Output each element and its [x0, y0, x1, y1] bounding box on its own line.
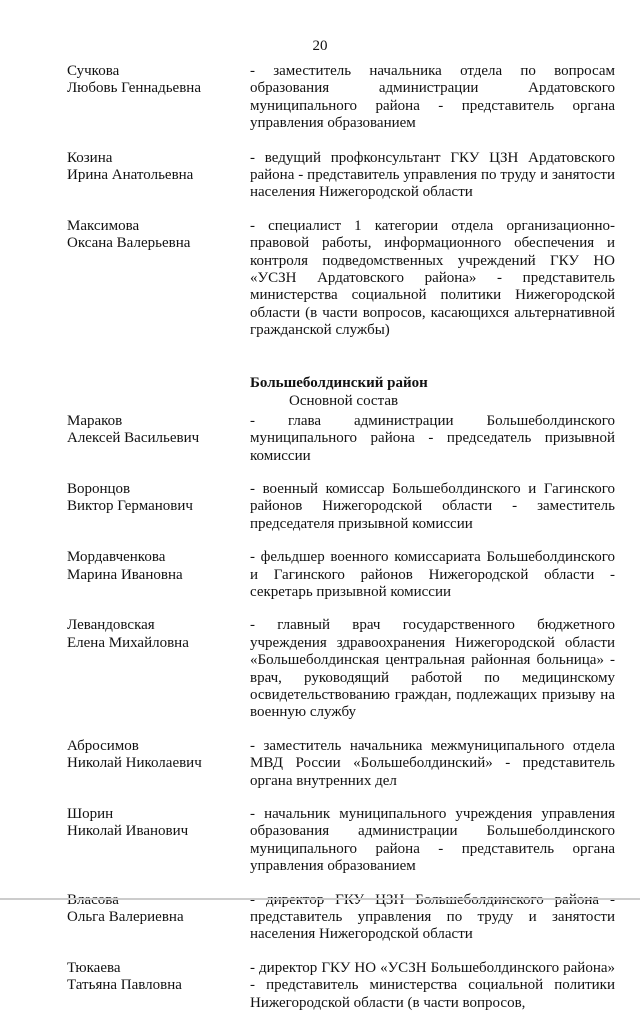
member-role: - главный врач государственного бюджетного учреждения здравоохранения Нижегородской области «Большеболдинская центральная районная больница» - врач, руководящий работой по медицинскому освидетельствованию граждан, подлежащих призыву на военную службу: [250, 617, 615, 721]
member-entry-maksimova: [67, 218, 615, 340]
member-surname: Шорин: [67, 806, 114, 822]
member-entry-abrosimov: [67, 738, 615, 790]
member-given-names: Алексей Васильевич: [67, 430, 200, 447]
member-surname: Тюкаева: [67, 959, 121, 976]
member-name: [67, 738, 250, 790]
member-given-names: Николай Иванович: [67, 823, 189, 840]
member-entry-suchkova: [67, 63, 615, 133]
member-role: - специалист 1 категории отдела организационно-правовой работы, информационного обеспечения и контроля подведомственных учреждений ГКУ НО «УСЗН Ардатовского района» - представитель министерства социальной политики Нижегородской области (в части вопросов, касающихся альтернативной гражданской службы): [250, 217, 615, 339]
member-given-names: Марина Ивановна: [67, 566, 183, 583]
member-name: [67, 617, 250, 721]
member-surname: Максимова: [67, 217, 140, 234]
member-role: - заместитель начальника отдела по вопросам образования администрации Ардатовского муниципального района - представитель органа управления образованием: [250, 63, 615, 132]
member-name: [67, 549, 250, 601]
member-role: - ведущий профконсультант ГКУ ЦЗН Ардатовского района - представитель управления по труду и занятости населения Нижегородской области: [250, 149, 615, 201]
member-given-names: Елена Михайловна: [67, 634, 189, 651]
member-role: - начальник муниципального учреждения управления образования администрации Большеболдинского муниципального района - представитель органа управления образованием: [250, 806, 615, 875]
member-given-names: Ирина Анатольевна: [67, 167, 194, 184]
member-given-names: Виктор Германович: [67, 498, 193, 515]
member-name: [67, 150, 250, 202]
member-role: - фельдшер военного комиссариата Большеболдинского и Гагинского районов Нижегородской области - секретарь призывной комиссии: [250, 549, 615, 600]
subsection-title: Основной состав: [289, 392, 399, 409]
member-entry-mordavchenkova: [67, 549, 615, 601]
member-name: [67, 806, 250, 876]
page-number: 20: [312, 38, 328, 54]
member-entry-vorontsov: [67, 481, 615, 533]
member-given-names: Татьяна Павловна: [67, 977, 182, 994]
member-surname: Мордавченкова: [67, 549, 166, 566]
member-entry-tyukaeva: [67, 960, 615, 1012]
member-role: - директор ГКУ НО «УСЗН Большеболдинского района» - представитель министерства социальной политики Нижегородской области (в части вопросов,: [250, 959, 615, 1011]
member-surname: Левандовская: [67, 617, 155, 634]
member-name: [67, 63, 250, 133]
member-given-names: Любовь Геннадьевна: [67, 80, 201, 97]
commission-list: [67, 63, 615, 1012]
member-role: - заместитель начальника межмуниципального отдела МВД России «Большеболдинский» - представитель органа внутренних дел: [250, 737, 615, 789]
member-entry-levandovskaya: [67, 617, 615, 721]
member-entry-marakov: [67, 413, 615, 465]
member-surname: Мараков: [67, 412, 123, 429]
member-name: [67, 481, 250, 533]
section-title: Большеболдинский район: [250, 374, 428, 391]
member-entry-shorin: [67, 806, 615, 876]
member-given-names: Николай Николаевич: [67, 755, 202, 772]
member-name: [67, 960, 250, 1012]
member-surname: Воронцов: [67, 480, 131, 497]
member-given-names: Оксана Валерьевна: [67, 235, 191, 252]
member-surname: [67, 892, 250, 909]
member-name: [67, 218, 250, 340]
member-role: - глава администрации Большеболдинского муниципального района - председатель призывной комиссии: [250, 412, 615, 464]
member-surname: Козина: [67, 149, 113, 166]
member-name: [67, 413, 250, 465]
member-role: представитель управления по труду и занятости населения Нижегородской области: [250, 909, 615, 943]
page-bottom-edge: [0, 898, 640, 900]
member-surname: Сучкова: [67, 63, 120, 79]
member-surname: Абросимов: [67, 737, 139, 754]
member-given-names: Ольга Валериевна: [67, 909, 184, 926]
member-role: - военный комиссар Большеболдинского и Гагинского районов Нижегородской области - заместитель председателя призывной комиссии: [250, 480, 615, 532]
member-entry-kozina: [67, 150, 615, 202]
